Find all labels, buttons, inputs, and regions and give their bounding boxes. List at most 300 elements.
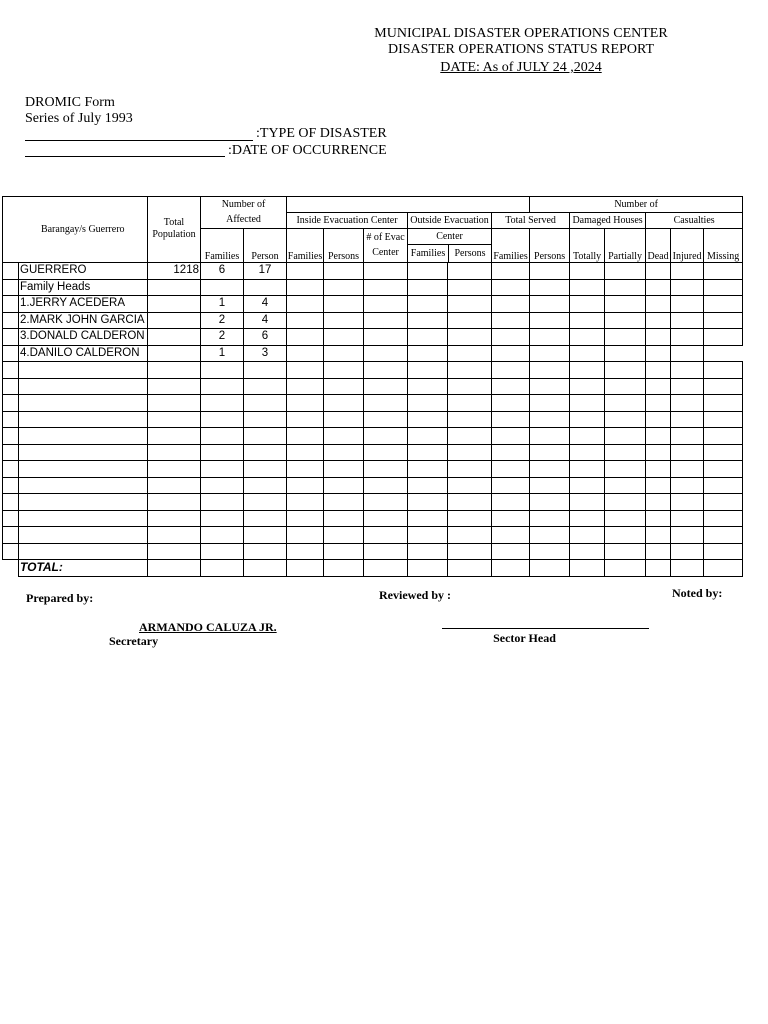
row-cell: [570, 428, 605, 445]
row-cell: [448, 461, 492, 478]
table-body: [3, 263, 743, 577]
row-name: 2.MARK JOHN GARCIA: [19, 312, 148, 329]
row-families: 1: [201, 345, 244, 362]
row-cell: [530, 263, 570, 280]
row-cell: [570, 329, 605, 346]
row-cell: [605, 477, 646, 494]
table-row: [3, 329, 743, 346]
row-cell: [605, 378, 646, 395]
reviewed-by-label: Reviewed by :: [379, 588, 451, 602]
row-spacer: [3, 329, 19, 346]
row-cell: [492, 395, 530, 412]
row-cell: [492, 510, 530, 527]
row-cell: [530, 312, 570, 329]
header-barangay: Barangay/s Guerrero: [19, 197, 148, 263]
row-cell: [3, 510, 19, 527]
row-cell: [605, 345, 646, 362]
row-cell: [448, 411, 492, 428]
row-cell: [201, 527, 244, 544]
row-cell: [570, 411, 605, 428]
row-cell: [287, 477, 324, 494]
header-outside-persons: Persons: [454, 248, 486, 259]
row-cell: [364, 362, 408, 379]
row-cell: [19, 461, 148, 478]
row-cell: [3, 362, 19, 379]
row-cell: [3, 378, 19, 395]
header-evac-count: [364, 229, 408, 263]
total-cell: [364, 560, 408, 577]
table-row: [3, 395, 743, 412]
row-cell: [646, 362, 671, 379]
row-cell: [148, 395, 201, 412]
row-cell: [287, 378, 324, 395]
row-cell: [570, 543, 605, 560]
row-cell: [201, 510, 244, 527]
row-cell: [448, 444, 492, 461]
header-total-served: Total Served: [492, 213, 570, 229]
row-cell: [364, 279, 408, 296]
row-cell: [530, 477, 570, 494]
row-cell: [364, 527, 408, 544]
row-cell: [287, 395, 324, 412]
row-cell: [646, 312, 671, 329]
row-cell: [646, 461, 671, 478]
row-persons: 3: [244, 345, 287, 362]
row-cell: [671, 411, 704, 428]
header-totally: Totally: [570, 229, 605, 263]
row-cell: [492, 494, 530, 511]
row-cell: [364, 312, 408, 329]
row-cell: [324, 510, 364, 527]
row-cell: [704, 279, 743, 296]
row-cell: [448, 362, 492, 379]
header-families: Families: [201, 229, 244, 263]
row-cell: [671, 395, 704, 412]
type-of-disaster-blank: [25, 140, 253, 141]
row-population: [148, 296, 201, 313]
report-title: DISASTER OPERATIONS STATUS REPORT: [387, 42, 655, 57]
row-cell: [704, 444, 743, 461]
row-cell: [492, 411, 530, 428]
row-cell: [19, 543, 148, 560]
row-name: GUERRERO: [19, 263, 148, 280]
row-families: 6: [201, 263, 244, 280]
row-cell: [324, 263, 364, 280]
row-cell: [530, 444, 570, 461]
row-cell: [408, 296, 448, 313]
row-cell: [492, 279, 530, 296]
row-cell: [148, 543, 201, 560]
row-cell: [530, 378, 570, 395]
row-cell: [287, 510, 324, 527]
row-cell: [3, 494, 19, 511]
table-row: [3, 362, 743, 379]
row-cell: [324, 411, 364, 428]
row-cell: [324, 279, 364, 296]
row-cell: [19, 494, 148, 511]
row-cell: [605, 494, 646, 511]
row-cell: [671, 444, 704, 461]
row-cell: [201, 461, 244, 478]
row-cell: [287, 263, 324, 280]
table-row: [3, 296, 743, 313]
row-cell: [364, 494, 408, 511]
row-cell: [492, 477, 530, 494]
row-cell: [408, 494, 448, 511]
row-cell: [570, 362, 605, 379]
row-cell: [671, 428, 704, 445]
header-outside-center: Center: [408, 229, 491, 245]
row-cell: [408, 329, 448, 346]
row-cell: [671, 477, 704, 494]
row-cell: [3, 428, 19, 445]
table-header: [3, 197, 743, 263]
row-cell: [201, 494, 244, 511]
row-cell: [492, 312, 530, 329]
row-cell: [244, 494, 287, 511]
row-cell: [704, 477, 743, 494]
header-casualties: Casualties: [646, 213, 743, 229]
row-cell: [646, 411, 671, 428]
type-of-disaster-label: :TYPE OF DISASTER: [256, 126, 387, 141]
row-cell: [530, 411, 570, 428]
row-cell: [408, 527, 448, 544]
row-cell: [492, 543, 530, 560]
table-row: [3, 279, 743, 296]
row-cell: [19, 395, 148, 412]
row-cell: [244, 527, 287, 544]
row-cell: [530, 345, 570, 362]
row-cell: [148, 428, 201, 445]
header-outside-evac: Outside Evacuation: [408, 213, 492, 229]
row-cell: [324, 345, 364, 362]
row-cell: [605, 312, 646, 329]
row-cell: [530, 395, 570, 412]
row-cell: [671, 543, 704, 560]
row-cell: [324, 329, 364, 346]
row-cell: [148, 510, 201, 527]
row-cell: [704, 395, 743, 412]
row-cell: [287, 411, 324, 428]
row-cell: [605, 362, 646, 379]
row-cell: [492, 378, 530, 395]
row-cell: [570, 312, 605, 329]
header-dead: Dead: [646, 229, 671, 263]
row-cell: [570, 494, 605, 511]
row-cell: [570, 510, 605, 527]
row-cell: [492, 428, 530, 445]
row-cell: [408, 477, 448, 494]
row-cell: [704, 296, 743, 313]
row-cell: [287, 428, 324, 445]
row-cell: [287, 543, 324, 560]
row-cell: [671, 362, 704, 379]
row-cell: [287, 312, 324, 329]
status-report-table: [2, 196, 743, 577]
header-evac-count-line1: # of Evac: [366, 232, 405, 243]
row-families: 1: [201, 296, 244, 313]
table-row: [3, 378, 743, 395]
row-cell: [530, 510, 570, 527]
row-cell: [244, 444, 287, 461]
row-population: [148, 345, 201, 362]
row-cell: [646, 263, 671, 280]
row-cell: [201, 362, 244, 379]
row-cell: [530, 428, 570, 445]
header-partially: Partially: [605, 229, 646, 263]
row-cell: [646, 428, 671, 445]
row-name: 3.DONALD CALDERON: [19, 329, 148, 346]
row-cell: [646, 296, 671, 313]
row-cell: [244, 378, 287, 395]
row-cell: [364, 296, 408, 313]
row-cell: [704, 510, 743, 527]
row-cell: [201, 543, 244, 560]
row-cell: [148, 411, 201, 428]
noted-by-label: Noted by:: [672, 586, 723, 600]
row-cell: [530, 527, 570, 544]
row-cell: [530, 296, 570, 313]
row-cell: [570, 345, 605, 362]
row-cell: [492, 296, 530, 313]
row-cell: [148, 362, 201, 379]
preparer-name: ARMANDO CALUZA JR.: [139, 620, 277, 634]
total-cell: [605, 560, 646, 577]
row-cell: [287, 494, 324, 511]
total-cell: [448, 560, 492, 577]
row-cell: [448, 279, 492, 296]
row-persons: 4: [244, 312, 287, 329]
row-cell: [704, 329, 743, 346]
row-spacer: [3, 296, 19, 313]
row-cell: [671, 263, 704, 280]
row-cell: [605, 395, 646, 412]
row-cell: [244, 510, 287, 527]
row-cell: [570, 263, 605, 280]
row-spacer: [3, 312, 19, 329]
row-persons: 17: [244, 263, 287, 280]
row-cell: [201, 477, 244, 494]
row-cell: [3, 395, 19, 412]
table-row: [3, 345, 743, 362]
row-cell: [448, 296, 492, 313]
total-cell: [408, 560, 448, 577]
row-cell: [287, 345, 324, 362]
row-cell: [364, 444, 408, 461]
header-inside-persons: Persons: [324, 229, 364, 263]
row-cell: [244, 362, 287, 379]
row-families: 2: [201, 312, 244, 329]
row-cell: [704, 345, 743, 362]
row-cell: [704, 494, 743, 511]
table-row: [3, 428, 743, 445]
row-persons: [244, 279, 287, 296]
row-cell: [605, 510, 646, 527]
row-cell: [244, 477, 287, 494]
row-cell: [364, 378, 408, 395]
row-cell: [364, 543, 408, 560]
header-inside-evac: Inside Evacuation Center: [287, 213, 408, 229]
header-outside-families: Families: [408, 245, 449, 262]
row-cell: [605, 428, 646, 445]
row-cell: [704, 378, 743, 395]
row-cell: [646, 510, 671, 527]
row-cell: [408, 279, 448, 296]
table-row: [3, 494, 743, 511]
row-cell: [408, 378, 448, 395]
total-cell: [646, 560, 671, 577]
table-row: [3, 477, 743, 494]
row-cell: [408, 461, 448, 478]
row-cell: [570, 279, 605, 296]
row-cell: [671, 345, 704, 362]
row-cell: [671, 378, 704, 395]
row-cell: [408, 444, 448, 461]
row-cell: [605, 411, 646, 428]
table-row: [3, 444, 743, 461]
report-date: DATE: As of JULY 24 ,2024: [440, 60, 602, 75]
row-cell: [287, 461, 324, 478]
row-cell: [324, 395, 364, 412]
row-cell: [364, 461, 408, 478]
row-cell: [671, 329, 704, 346]
header-total: Total: [163, 216, 185, 228]
row-cell: [408, 395, 448, 412]
row-cell: [605, 329, 646, 346]
row-cell: [671, 527, 704, 544]
table-row: [3, 312, 743, 329]
row-cell: [646, 279, 671, 296]
row-cell: [448, 527, 492, 544]
row-cell: [364, 395, 408, 412]
total-cell: [704, 560, 743, 577]
row-cell: [605, 444, 646, 461]
row-cell: [646, 378, 671, 395]
row-population: [148, 312, 201, 329]
row-cell: [570, 378, 605, 395]
row-families: 2: [201, 329, 244, 346]
row-cell: [244, 543, 287, 560]
row-cell: [570, 444, 605, 461]
row-cell: [324, 543, 364, 560]
row-cell: [671, 461, 704, 478]
row-cell: [3, 461, 19, 478]
row-cell: [324, 527, 364, 544]
total-cell: [570, 560, 605, 577]
row-cell: [605, 263, 646, 280]
row-cell: [19, 527, 148, 544]
row-cell: [448, 312, 492, 329]
row-cell: [244, 428, 287, 445]
table-row: [3, 263, 743, 280]
row-cell: [201, 378, 244, 395]
row-cell: [19, 477, 148, 494]
row-cell: [646, 395, 671, 412]
row-persons: 4: [244, 296, 287, 313]
row-cell: [19, 428, 148, 445]
row-cell: [244, 461, 287, 478]
row-cell: [530, 461, 570, 478]
row-cell: [492, 444, 530, 461]
header-spacer: [3, 197, 19, 263]
row-cell: [671, 279, 704, 296]
row-cell: [201, 444, 244, 461]
row-cell: [201, 428, 244, 445]
row-cell: [324, 378, 364, 395]
row-cell: [19, 510, 148, 527]
total-cell: [530, 560, 570, 577]
row-cell: [364, 477, 408, 494]
row-cell: [448, 494, 492, 511]
total-cell: [148, 560, 201, 577]
row-cell: [244, 411, 287, 428]
row-cell: [646, 543, 671, 560]
total-label: TOTAL:: [19, 560, 148, 577]
total-cell: [201, 560, 244, 577]
row-cell: [148, 444, 201, 461]
row-cell: [287, 444, 324, 461]
row-spacer: [3, 345, 19, 362]
row-cell: [148, 378, 201, 395]
row-cell: [201, 395, 244, 412]
row-cell: [201, 411, 244, 428]
row-cell: [671, 510, 704, 527]
row-persons: 6: [244, 329, 287, 346]
row-population: 1218: [148, 263, 201, 280]
row-cell: [408, 263, 448, 280]
header-total-population: [148, 197, 201, 229]
header-injured: Injured: [671, 229, 704, 263]
row-cell: [448, 510, 492, 527]
total-row: [3, 560, 743, 577]
row-cell: [364, 510, 408, 527]
row-cell: [408, 345, 448, 362]
row-cell: [364, 329, 408, 346]
header-number-of: Number of: [201, 197, 287, 213]
row-cell: [408, 428, 448, 445]
row-cell: [324, 477, 364, 494]
total-cell: [492, 560, 530, 577]
row-cell: [448, 329, 492, 346]
row-cell: [530, 279, 570, 296]
row-cell: [570, 461, 605, 478]
row-cell: [704, 461, 743, 478]
row-cell: [287, 527, 324, 544]
row-cell: [324, 494, 364, 511]
row-cell: [530, 494, 570, 511]
total-cell: [671, 560, 704, 577]
row-cell: [492, 527, 530, 544]
row-cell: [408, 543, 448, 560]
row-cell: [646, 477, 671, 494]
total-spacer: [3, 560, 19, 577]
row-cell: [492, 362, 530, 379]
prepared-by-label: Prepared by:: [26, 591, 94, 605]
row-cell: [19, 411, 148, 428]
row-name: Family Heads: [19, 279, 148, 296]
form-name: DROMIC Form: [25, 95, 115, 110]
row-cell: [324, 312, 364, 329]
row-cell: [324, 444, 364, 461]
row-cell: [448, 477, 492, 494]
row-cell: [3, 527, 19, 544]
reviewer-title: Sector Head: [493, 631, 556, 645]
header-served-families: Families: [492, 229, 530, 263]
total-cell: [244, 560, 287, 577]
row-cell: [408, 362, 448, 379]
row-cell: [671, 296, 704, 313]
header-served-persons: Persons: [530, 229, 570, 263]
